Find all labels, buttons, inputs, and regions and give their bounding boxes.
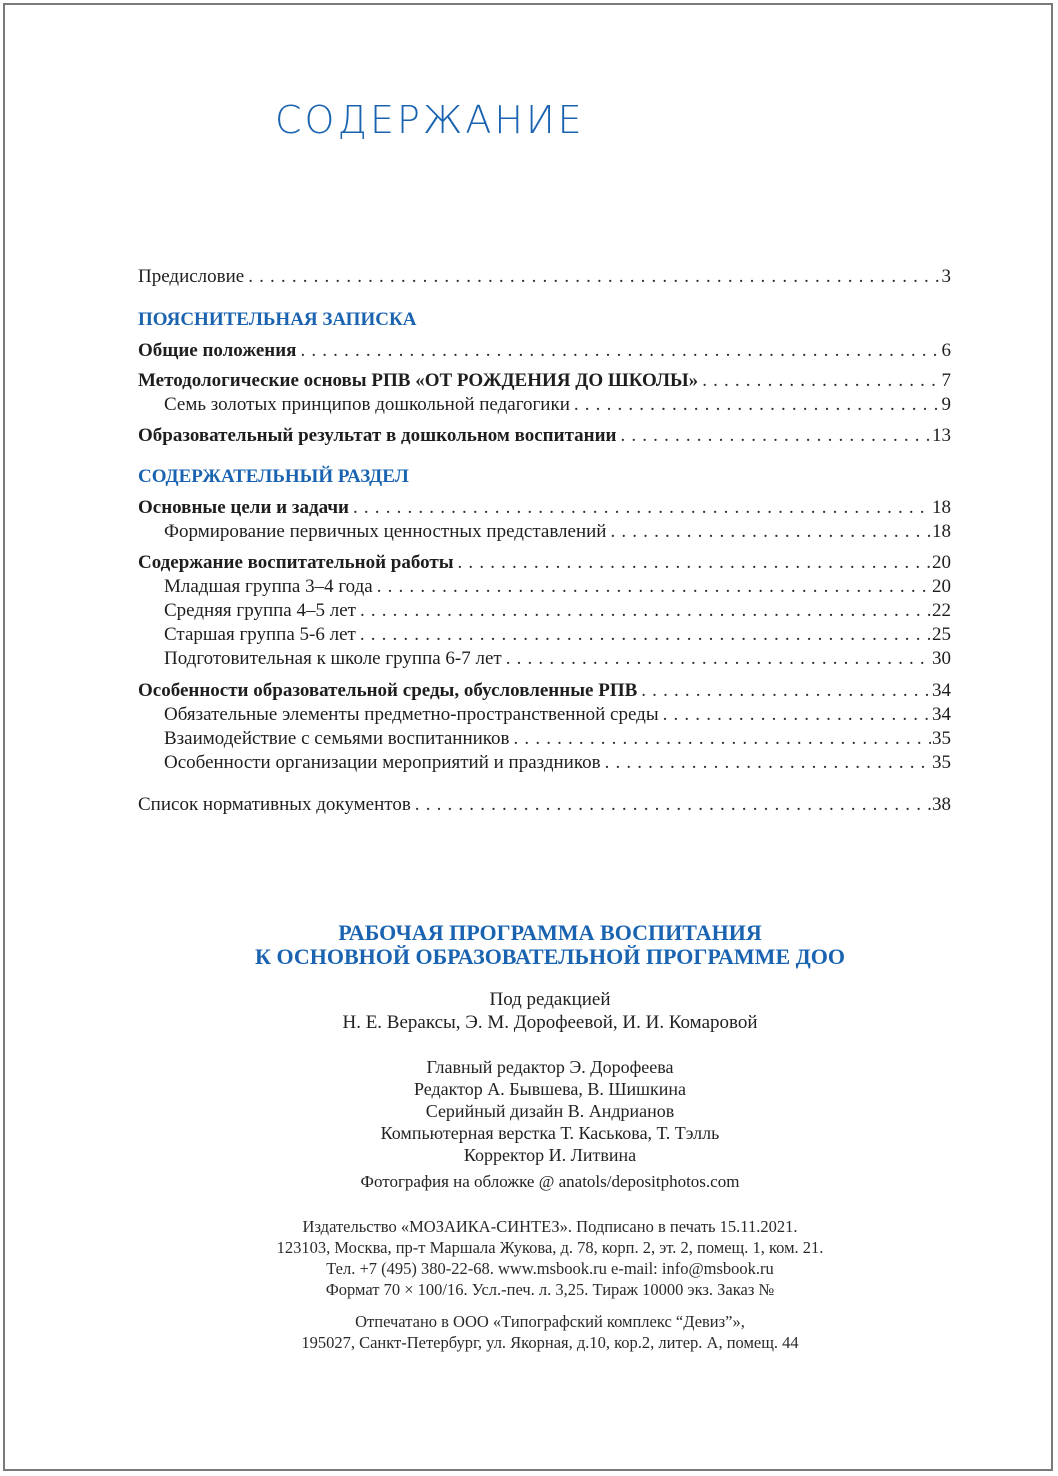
toc-page-number: 35 xyxy=(932,728,951,749)
dot-leader xyxy=(415,793,931,817)
toc-subentry[interactable] xyxy=(164,623,951,647)
dot-leader xyxy=(663,703,931,727)
toc-page-number: 34 xyxy=(932,704,951,725)
toc-page-number: 13 xyxy=(932,425,951,446)
credit-line: Компьютерная верстка Т. Каськова, Т. Тэлль xyxy=(380,1123,720,1143)
toc-page-number: 6 xyxy=(941,340,951,361)
printer-line: 195027, Санкт-Петербург, ул. Якорная, д.10, кор.2, литер. А, помещ. 44 xyxy=(301,1333,799,1352)
publisher-line: Издательство «МОЗАИКА-СИНТЕЗ». Подписано в печать 15.11.2021. xyxy=(302,1217,798,1236)
toc-page-number: 22 xyxy=(932,600,951,621)
publisher-line: 123103, Москва, пр-т Маршала Жукова, д. 78, корп. 2, эт. 2, помещ. 1, ком. 21. xyxy=(276,1238,824,1257)
printer-line: Отпечатано в ООО «Типографский комплекс “Девиз”», xyxy=(355,1312,745,1331)
dot-leader xyxy=(605,751,931,775)
dot-leader xyxy=(377,575,931,599)
colophon-publisher xyxy=(5,1216,1058,1300)
toc-page-number: 20 xyxy=(932,576,951,597)
toc-subentry[interactable] xyxy=(164,520,951,544)
toc-entry[interactable] xyxy=(138,369,951,393)
toc-entry-label: Старшая группа 5-6 лет xyxy=(164,624,356,645)
dot-leader xyxy=(360,599,931,623)
toc-entry-label: Методологические основы РПВ «ОТ РОЖДЕНИЯ ДО ШКОЛЫ» xyxy=(138,370,699,391)
dot-leader xyxy=(641,679,931,703)
dot-leader xyxy=(610,520,931,544)
page-title: СОДЕРЖАНИЕ xyxy=(275,98,585,142)
toc-entry-label: Основные цели и задачи xyxy=(138,497,349,518)
toc-page-number: 18 xyxy=(932,497,951,518)
toc-entry-label: Особенности образовательной среды, обусловленные РПВ xyxy=(138,680,638,701)
toc-entry-label: Взаимодействие с семьями воспитанников xyxy=(164,728,510,749)
toc-entry-label: Содержание воспитательной работы xyxy=(138,552,454,573)
toc-entry[interactable] xyxy=(138,496,951,520)
editors-line: Н. Е. Вераксы, Э. М. Дорофеевой, И. И. Комаровой xyxy=(342,1012,758,1033)
dot-leader xyxy=(514,727,931,751)
dot-leader xyxy=(458,551,931,575)
toc-section-heading: СОДЕРЖАТЕЛЬНЫЙ РАЗДЕЛ xyxy=(138,466,409,487)
toc-entry-preface[interactable] xyxy=(138,265,951,289)
toc-page-number: 38 xyxy=(932,794,951,815)
colophon-photo-credit xyxy=(5,1171,1058,1193)
toc-entry-label: Средняя группа 4–5 лет xyxy=(164,600,356,621)
toc-page-number: 30 xyxy=(932,648,951,669)
toc-subentry[interactable] xyxy=(164,647,951,671)
dot-leader xyxy=(360,623,931,647)
toc-page-number: 18 xyxy=(932,521,951,542)
colophon-editors xyxy=(5,988,1058,1034)
dot-leader xyxy=(353,496,931,520)
toc-entry[interactable] xyxy=(138,424,951,448)
toc-entry-label: Образовательный результат в дошкольном воспитании xyxy=(138,425,617,446)
toc-subentry[interactable] xyxy=(164,751,951,775)
credit-line: Серийный дизайн В. Андрианов xyxy=(425,1101,675,1121)
credit-line: Главный редактор Э. Дорофеева xyxy=(426,1057,674,1077)
dot-leader xyxy=(702,369,940,393)
dot-leader xyxy=(248,265,940,289)
toc-page-number: 20 xyxy=(932,552,951,573)
colophon-credits xyxy=(5,1056,1058,1166)
toc-entry-label: Предисловие xyxy=(138,266,245,287)
toc-subentry[interactable] xyxy=(164,703,951,727)
editors-line: Под редакцией xyxy=(489,989,611,1010)
book-title-line: РАБОЧАЯ ПРОГРАММА ВОСПИТАНИЯ xyxy=(338,920,762,945)
toc-entry[interactable] xyxy=(138,551,951,575)
book-title-line: К ОСНОВНОЙ ОБРАЗОВАТЕЛЬНОЙ ПРОГРАММЕ ДОО xyxy=(255,944,845,969)
document-page xyxy=(3,3,1053,1471)
toc-entry-label: Подготовительная к школе группа 6-7 лет xyxy=(164,648,502,669)
toc-subentry[interactable] xyxy=(164,727,951,751)
toc-entry-normative-docs[interactable] xyxy=(138,793,951,817)
credit-line: Корректор И. Литвина xyxy=(463,1145,637,1165)
dot-leader xyxy=(574,393,941,417)
toc-page-number: 34 xyxy=(932,680,951,701)
credit-line: Редактор А. Бывшева, В. Шишкина xyxy=(414,1079,686,1099)
toc-entry[interactable] xyxy=(138,679,951,703)
dot-leader xyxy=(506,647,931,671)
publisher-line: Формат 70 × 100/16. Усл.-печ. л. 3,25. Тираж 10000 экз. Заказ № xyxy=(325,1280,775,1299)
toc-entry-label: Особенности организации мероприятий и праздников xyxy=(164,752,601,773)
toc-subentry[interactable] xyxy=(164,393,951,417)
toc-subentry[interactable] xyxy=(164,599,951,623)
toc-page-number: 25 xyxy=(932,624,951,645)
toc-entry-label: Формирование первичных ценностных представлений xyxy=(164,521,607,542)
toc-entry-label: Обязательные элементы предметно-пространственной среды xyxy=(164,704,659,725)
toc-entry-label: Семь золотых принципов дошкольной педагогики xyxy=(164,394,570,415)
toc-entry-label: Общие положения xyxy=(138,340,297,361)
toc-page-number: 9 xyxy=(941,394,951,415)
toc-subentry[interactable] xyxy=(164,575,951,599)
toc-page-number: 35 xyxy=(932,752,951,773)
dot-leader xyxy=(620,424,931,448)
publisher-line: Тел. +7 (495) 380-22-68. www.msbook.ru e-mail: info@msbook.ru xyxy=(326,1259,774,1278)
toc-page-number: 7 xyxy=(941,370,951,391)
toc-entry-label: Список нормативных документов xyxy=(138,794,411,815)
colophon-book-title xyxy=(5,921,1058,969)
colophon-printer xyxy=(5,1311,1058,1353)
toc-section-heading: ПОЯСНИТЕЛЬНАЯ ЗАПИСКА xyxy=(138,309,417,330)
photo-credit-line: Фотография на обложке @ anatols/depositphotos.com xyxy=(360,1172,740,1191)
toc-entry[interactable] xyxy=(138,339,951,363)
toc-entry-label: Младшая группа 3–4 года xyxy=(164,576,373,597)
dot-leader xyxy=(300,339,940,363)
toc-page-number: 3 xyxy=(941,266,951,287)
